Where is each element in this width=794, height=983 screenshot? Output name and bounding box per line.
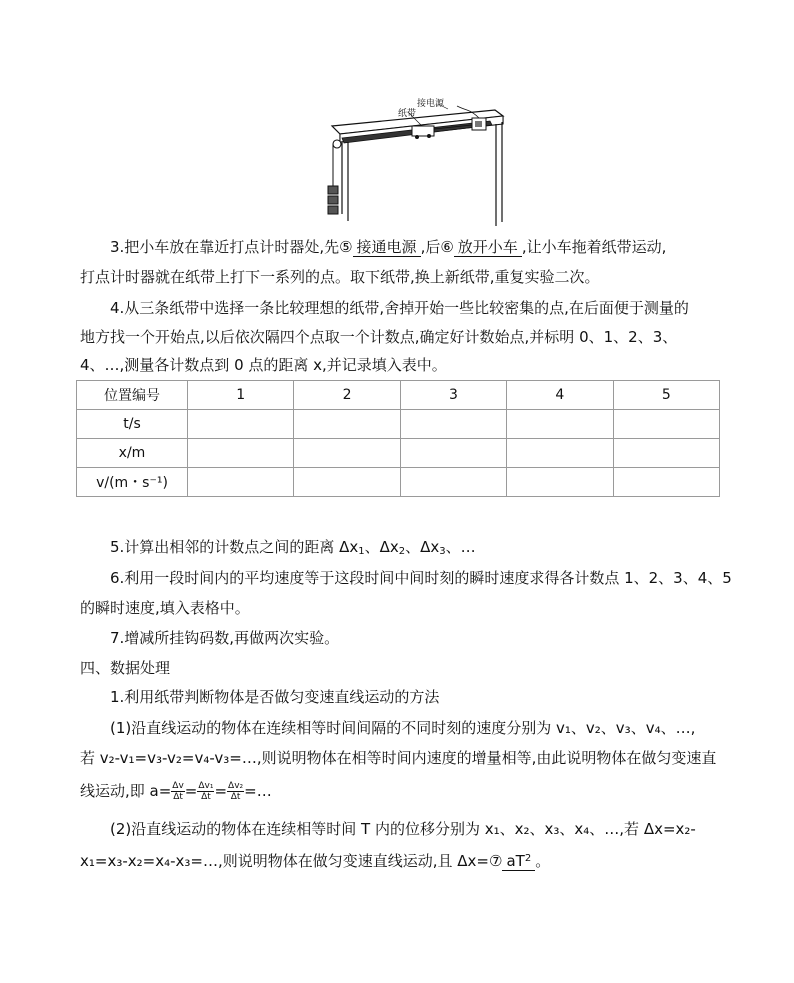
frac-num: Δv₂ bbox=[228, 781, 244, 791]
table-cell bbox=[507, 410, 613, 439]
table-cell bbox=[400, 410, 506, 439]
p2-line2 bbox=[80, 848, 550, 872]
table-header-row bbox=[77, 381, 720, 410]
step3-mark1: ⑤ bbox=[339, 238, 353, 256]
step5-line bbox=[110, 536, 476, 563]
equals-sign: = bbox=[214, 782, 228, 800]
method-title: 1.利用纸带判断物体是否做匀变速直线运动的方法 bbox=[110, 688, 440, 706]
step5-text: 5.计算出相邻的计数点之间的距离 Δx bbox=[110, 538, 359, 556]
table-row bbox=[77, 439, 720, 468]
frac-den: Δt bbox=[173, 792, 183, 802]
table-cell bbox=[188, 410, 294, 439]
step5-sep1: 、Δx bbox=[364, 538, 399, 556]
step3-mark2: ⑥ bbox=[440, 238, 454, 256]
step3-post: ,让小车拖着纸带运动, bbox=[521, 238, 667, 256]
row-label-velocity: v/(m・s⁻¹) bbox=[77, 468, 188, 497]
step5-sub3: 3 bbox=[439, 546, 446, 557]
apparatus-figure bbox=[320, 96, 510, 231]
table-header-cell: 3 bbox=[400, 381, 506, 410]
table-cell bbox=[400, 468, 506, 497]
step7-line: 7.增减所挂钩码数,再做两次实验。 bbox=[110, 629, 340, 647]
step5-sep2: 、Δx bbox=[405, 538, 440, 556]
label-power: 接电源 bbox=[417, 99, 445, 109]
table-cell bbox=[613, 439, 719, 468]
fraction-dv-dt bbox=[171, 781, 184, 802]
record-table bbox=[76, 380, 720, 497]
section4-title: 四、数据处理 bbox=[80, 659, 171, 677]
frac-num: Δv bbox=[172, 781, 184, 791]
table-cell bbox=[613, 468, 719, 497]
p2-fill bbox=[502, 852, 535, 871]
step3-fill1: 接通电源 bbox=[353, 238, 421, 257]
step3-mid: ,后 bbox=[420, 238, 441, 256]
table-cell bbox=[613, 410, 719, 439]
p2-line2-pre: x₁=x₃-x₂=x₄-x₃=…,则说明物体在做匀变速直线运动,且 Δx= bbox=[80, 852, 489, 870]
table-cell bbox=[400, 439, 506, 468]
table-row bbox=[77, 410, 720, 439]
p1-line3 bbox=[80, 780, 272, 802]
table-cell bbox=[294, 410, 400, 439]
frac-den: Δt bbox=[201, 792, 211, 802]
p1-line3-end: =… bbox=[244, 782, 272, 800]
step5-sub2: 2 bbox=[398, 546, 406, 557]
p1-line1: (1)沿直线运动的物体在连续相等时间间隔的不同时刻的速度分别为 v₁、v₂、v₃、v₄、…, bbox=[110, 719, 696, 737]
row-label-time: t/s bbox=[77, 410, 188, 439]
table-cell bbox=[188, 439, 294, 468]
step4-line1: 4.从三条纸带中选择一条比较理想的纸带,舍掉开始一些比较密集的点,在后面便于测量的 bbox=[110, 299, 689, 317]
table-cell bbox=[294, 439, 400, 468]
step5-sub1: 1 bbox=[358, 546, 365, 557]
row-label-displacement: x/m bbox=[77, 439, 188, 468]
table-cell bbox=[294, 468, 400, 497]
equals-sign: = bbox=[184, 782, 198, 800]
table-row bbox=[77, 468, 720, 497]
p2-mark: ⑦ bbox=[489, 852, 503, 870]
step6-line1: 6.利用一段时间内的平均速度等于这段时间中间时刻的瞬时速度求得各计数点 1、2、3、4、5 bbox=[110, 569, 732, 587]
table-header-cell: 位置编号 bbox=[77, 381, 188, 410]
table-header-cell: 1 bbox=[188, 381, 294, 410]
table-cell bbox=[507, 468, 613, 497]
step5-end: 、… bbox=[445, 538, 476, 556]
step4-line3: 4、…,测量各计数点到 0 点的距离 x,并记录填入表中。 bbox=[80, 356, 447, 374]
table-header-cell: 5 bbox=[613, 381, 719, 410]
fraction-dv2-dt bbox=[227, 781, 244, 802]
step3-line2: 打点计时器就在纸带上打下一系列的点。取下纸带,换上新纸带,重复实验二次。 bbox=[80, 268, 600, 286]
table-cell bbox=[507, 439, 613, 468]
p2-end: 。 bbox=[535, 852, 551, 870]
step3-pre: 3.把小车放在靠近打点计时器处,先 bbox=[110, 238, 340, 256]
fraction-dv1-dt bbox=[197, 781, 214, 802]
frac-num: Δv₁ bbox=[198, 781, 214, 791]
p2-line1: (2)沿直线运动的物体在连续相等时间 T 内的位移分别为 x₁、x₂、x₃、x₄、…,若 Δx=x₂- bbox=[110, 820, 696, 838]
p1-line2: 若 v₂-v₁=v₃-v₂=v₄-v₃=…,则说明物体在相等时间内速度的增量相等,由此说明物体在做匀变速直 bbox=[80, 749, 717, 767]
table-header-cell: 2 bbox=[294, 381, 400, 410]
p2-fill-text: aT bbox=[506, 852, 525, 870]
step3-line1 bbox=[110, 236, 666, 258]
step4-line2: 地方找一个开始点,以后依次隔四个点取一个计数点,确定好计数始点,并标明 0、1、2、3、 bbox=[80, 328, 678, 346]
table-header-cell: 4 bbox=[507, 381, 613, 410]
p2-fill-sup: 2 bbox=[524, 853, 532, 864]
label-tape: 纸带 bbox=[398, 109, 417, 119]
table-cell bbox=[188, 468, 294, 497]
step6-line2: 的瞬时速度,填入表格中。 bbox=[80, 599, 250, 617]
p1-line3-pre: 线运动,即 a= bbox=[80, 782, 172, 800]
step3-fill2: 放开小车 bbox=[454, 238, 522, 257]
frac-den: Δt bbox=[230, 792, 241, 802]
